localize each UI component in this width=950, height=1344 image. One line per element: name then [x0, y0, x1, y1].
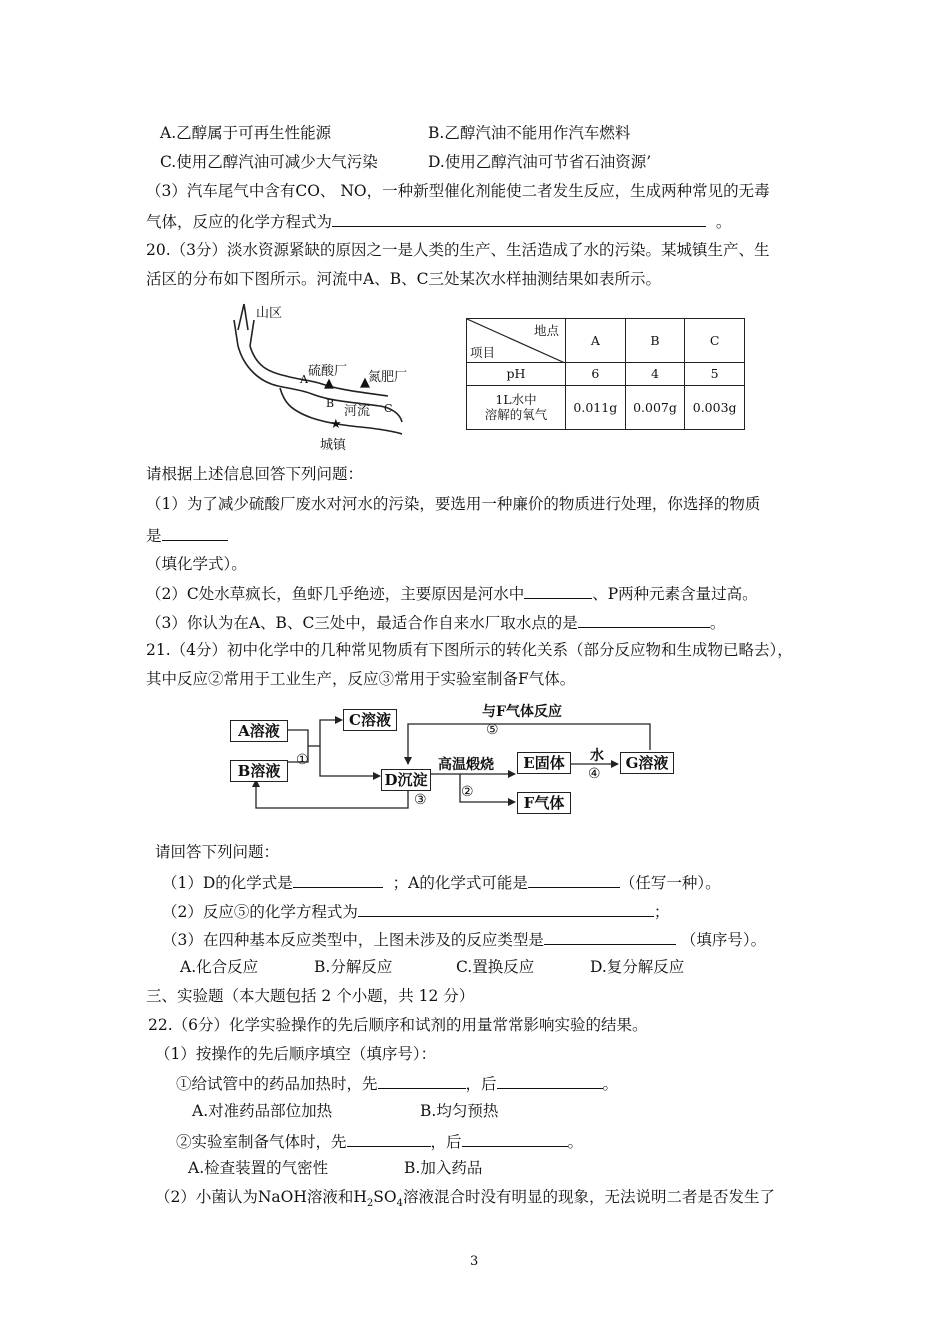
node-c-solution: C溶液 [343, 709, 397, 731]
q22-item1-post: 。 [602, 1075, 619, 1093]
q19-3-answer-blank[interactable] [332, 210, 706, 227]
river-map [220, 298, 420, 458]
q19-3-end: 。 [715, 213, 732, 231]
map-river-label: 河流 [344, 404, 371, 419]
subscript-2: 2 [366, 1198, 374, 1210]
q22-item1-option-b: B.均匀预热 [420, 1102, 499, 1120]
q21-line2: 其中反应②常用于工业生产，反应③常用于实验室制备F气体。 [146, 670, 576, 688]
q22-item1-option-a: A.对准药品部位加热 [192, 1102, 333, 1120]
triangle-icon: ▲ [324, 376, 334, 391]
table-cell: 5 [685, 363, 745, 385]
q22-item1 [176, 1072, 618, 1094]
q21-prompt: 请回答下列问题： [155, 843, 280, 861]
q22-item1-blank-then[interactable] [497, 1072, 603, 1089]
map-factory2-label: 氮肥厂 [368, 370, 408, 385]
q21-option-a: A.化合反应 [180, 958, 259, 976]
top-reaction-label: 与F气体反应 [482, 704, 562, 720]
q21-q2-answer-blank[interactable] [358, 900, 654, 917]
transformation-diagram [220, 698, 690, 822]
map-factory1-label: 硫酸厂 [308, 364, 348, 379]
q21-q1-post: （任写一种）。 [619, 874, 721, 892]
q21-q2-line [162, 900, 669, 922]
q20-q2-answer-blank[interactable] [524, 582, 592, 599]
map-point-b: B [326, 397, 335, 410]
node-g-solution: G溶液 [620, 752, 674, 774]
node-a-solution: A溶液 [230, 720, 288, 742]
header-item: 项目 [470, 345, 496, 361]
table-cell: 0.007g [625, 385, 685, 429]
q21-option-d: D.复分解反应 [590, 958, 685, 976]
map-point-a: A [300, 373, 308, 386]
q20-q2-pre: （2）C处水草疯长，鱼虾几乎绝迹，主要原因是河水中 [146, 585, 525, 603]
q20-q1-text: 是 [146, 527, 162, 545]
row-oxygen-label [467, 385, 566, 429]
section-3-heading: 三、实验题（本大题包括 2 个小题，共 12 分） [146, 987, 475, 1005]
q20-q1-line1: （1）为了减少硫酸厂废水对河水的污染，要选用一种廉价的物质进行处理，你选择的物质 [146, 495, 761, 513]
subscript-4: 4 [396, 1198, 403, 1210]
q19-option-d: D.使用乙醇汽油可节省石油资源’ [428, 153, 652, 171]
header-location: 地点 [533, 323, 559, 338]
q21-q3-pre: （3）在四种基本反应类型中，上图未涉及的反应类型是 [162, 931, 544, 949]
q20-line1: 20.（3分）淡水资源紧缺的原因之一是人类的生产、生活造成了水的污染。某城镇生产、生 [146, 241, 770, 259]
q20-q1-line3: （填化学式）。 [146, 555, 247, 573]
reaction-2-label: ② [461, 784, 474, 800]
q22-sub2 [155, 1187, 775, 1214]
q22-item2-blank-first[interactable] [347, 1130, 431, 1147]
q19-3-text: 气体，反应的化学方程式为 [146, 213, 333, 231]
table-column-a: A [566, 319, 626, 363]
q22-sub2-mid: SO [373, 1188, 397, 1206]
table-row [467, 385, 745, 429]
q22-item1-blank-first[interactable] [378, 1072, 466, 1089]
q21-q1-mid: ；A的化学式可能是 [392, 874, 528, 892]
q20-q1-line2 [146, 524, 228, 546]
q21-q3-answer-blank[interactable] [544, 928, 676, 945]
map-town-label: 城镇 [320, 438, 347, 453]
row-oxygen-label-line1: 1L水中 [495, 392, 537, 408]
q20-q3-post: 。 [709, 614, 726, 632]
q20-q3-pre: （3）你认为在A、B、C三处中，最适合作自来水厂取水点的是 [146, 614, 578, 632]
q19-option-b: B.乙醇汽油不能用作汽车燃料 [428, 124, 631, 142]
q22-sub2-post: 溶液混合时没有明显的现象，无法说明二者是否发生了 [403, 1188, 776, 1206]
q21-q2-pre: （2）反应⑤的化学方程式为 [162, 903, 358, 921]
q19-3-line1: （3）汽车尾气中含有CO、 NO，一种新型催化剂能使二者发生反应，生成两种常见的无毒 [146, 182, 770, 200]
star-icon: ★ [330, 417, 342, 432]
q21-line1: 21.（4分）初中化学中的几种常见物质有下图所示的转化关系（部分反应物和生成物已略去）， [146, 641, 793, 659]
q21-q3-line [162, 928, 766, 950]
table-column-b: B [625, 319, 685, 363]
calcine-label: 高温煅烧 [438, 757, 494, 773]
q20-q3-line [146, 611, 725, 633]
q22-sub1: （1）按操作的先后顺序填空（填序号）： [155, 1045, 437, 1063]
q20-q2-line [146, 582, 758, 604]
q21-option-c: C.置换反应 [456, 958, 535, 976]
q22-sub2-pre: （2）小菌认为NaOH溶液和H [155, 1188, 367, 1206]
triangle-icon: ▲ [360, 375, 370, 390]
q22-item1-mid: ，后 [465, 1075, 497, 1093]
node-d-precipitate: D沉淀 [381, 769, 431, 791]
table-row [467, 363, 745, 385]
reaction-1-label: ① [296, 752, 309, 768]
q21-q2-post: ； [653, 903, 670, 921]
water-sample-table [466, 318, 745, 430]
q19-option-c: C.使用乙醇汽油可减少大气污染 [160, 153, 378, 171]
table-cell: 0.003g [685, 385, 745, 429]
table-header-row [467, 319, 745, 363]
node-f-gas: F气体 [517, 792, 571, 814]
map-point-c: C [384, 402, 393, 415]
q20-q2-post: 、P两种元素含量过高。 [592, 585, 758, 603]
q21-q1-answer-blank-d[interactable] [293, 871, 383, 888]
q20-q1-answer-blank[interactable] [162, 524, 228, 541]
node-b-solution: B溶液 [230, 760, 288, 782]
q22-item2-post: 。 [567, 1133, 584, 1151]
row-ph-label: pH [467, 363, 566, 385]
table-cell: 4 [625, 363, 685, 385]
q22-item2-pre: ②实验室制备气体时，先 [176, 1133, 347, 1151]
q21-q1-line [162, 871, 721, 893]
q19-3-line2 [146, 210, 731, 232]
page-number: 3 [470, 1254, 479, 1269]
q20-line2: 活区的分布如下图所示。河流中A、B、C三处某次水样抽测结果如表所示。 [146, 270, 661, 288]
row-oxygen-label-line2: 溶解的氧气 [484, 407, 548, 423]
reaction-4-label: ④ [588, 766, 601, 782]
reaction-3-label: ③ [414, 792, 427, 808]
water-label: 水 [590, 748, 604, 764]
q21-q3-post: （填序号）。 [680, 931, 767, 949]
q21-option-b: B.分解反应 [314, 958, 393, 976]
q20-q3-answer-blank[interactable] [578, 611, 710, 628]
q21-q1-answer-blank-a[interactable] [528, 871, 620, 888]
q22-item2 [176, 1130, 583, 1152]
q22-item2-option-a: A.检查装置的气密性 [188, 1159, 329, 1177]
q22-item2-blank-then[interactable] [462, 1130, 568, 1147]
table-diagonal-header [467, 319, 566, 363]
q22-item2-option-b: B.加入药品 [404, 1159, 483, 1177]
table-column-c: C [685, 319, 745, 363]
table-cell: 6 [566, 363, 626, 385]
q19-option-a: A.乙醇属于可再生性能源 [160, 124, 332, 142]
map-mountain-label: 山区 [256, 306, 283, 321]
node-e-solid: E固体 [517, 752, 571, 774]
q22-item1-pre: ①给试管中的药品加热时，先 [176, 1075, 378, 1093]
q21-q1-pre: （1）D的化学式是 [162, 874, 293, 892]
q22-line1: 22.（6分）化学实验操作的先后顺序和试剂的用量常常影响实验的结果。 [148, 1016, 648, 1034]
q22-item2-mid: ，后 [430, 1133, 462, 1151]
q20-prompt: 请根据上述信息回答下列问题： [146, 465, 364, 483]
table-cell: 0.011g [566, 385, 626, 429]
reaction-5-label: ⑤ [486, 722, 499, 738]
